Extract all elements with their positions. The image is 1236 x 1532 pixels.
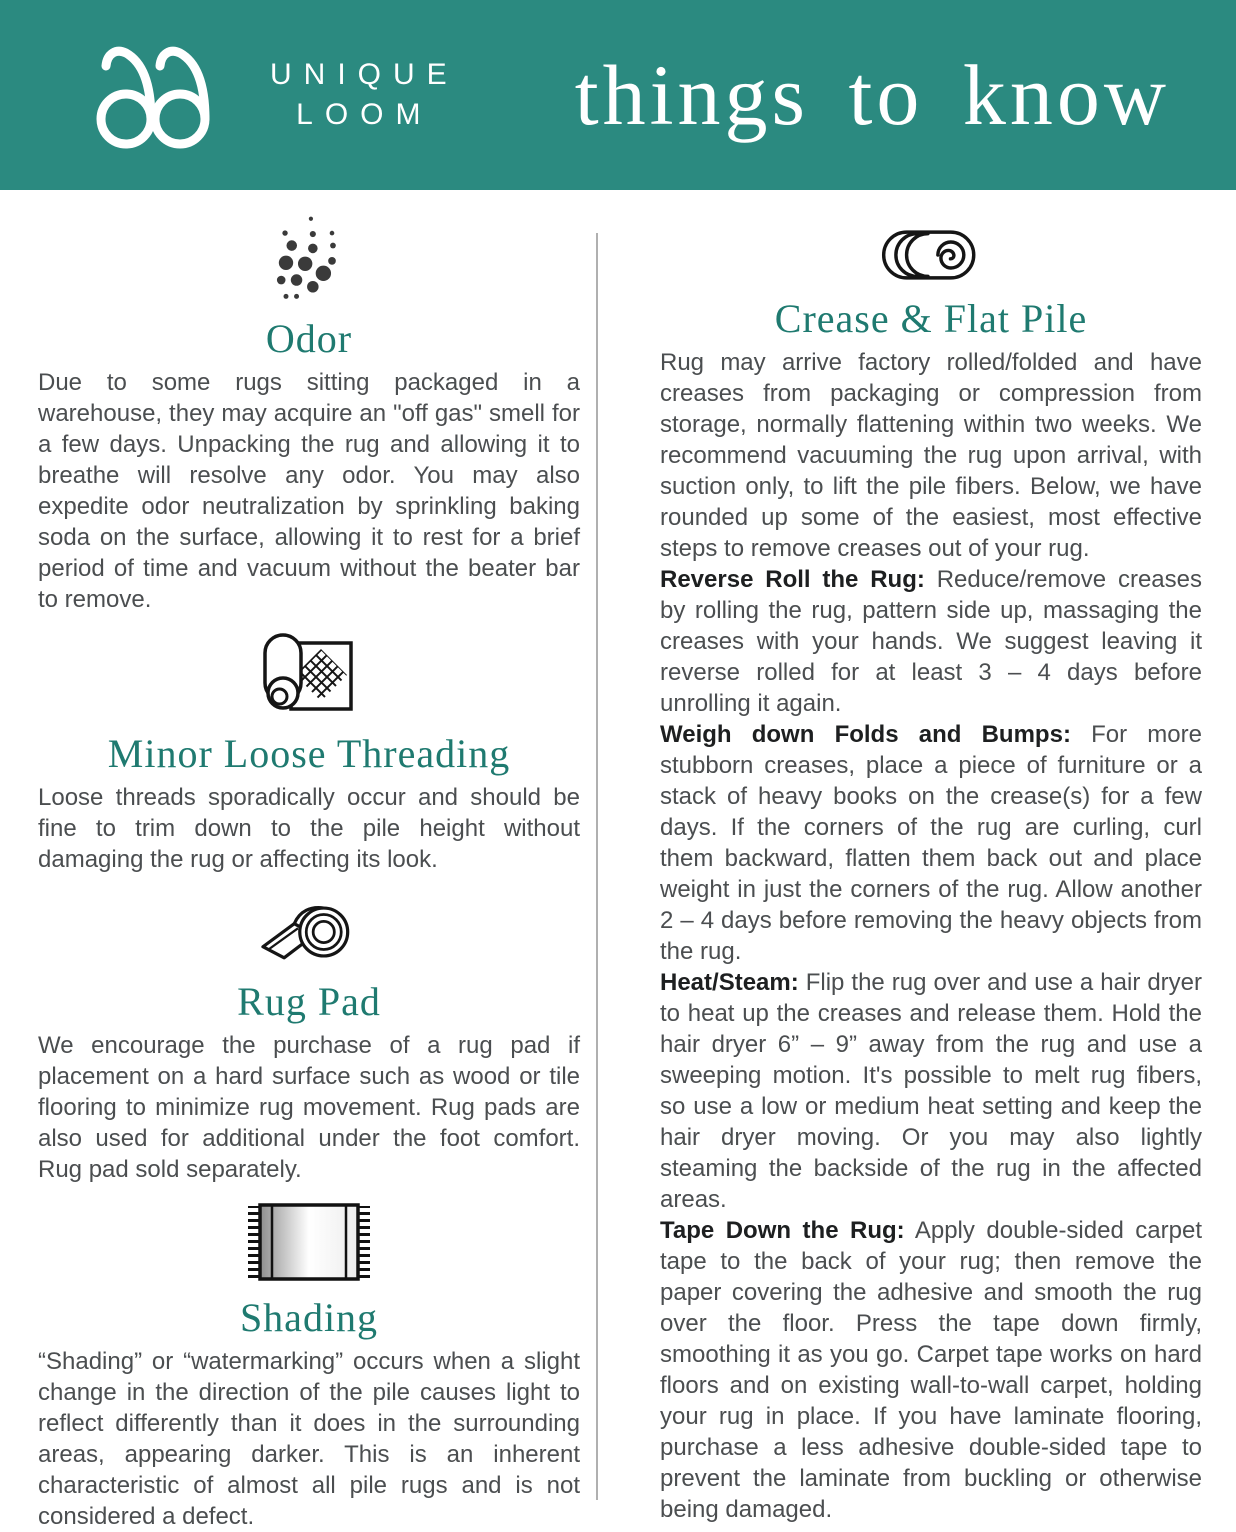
tip-tape-down-body: Apply double-sided carpet tape to the back of your rug; then remove the paper covering the adhesive and smooth the rug over the floor. Press the tape down firmly, smoothing it as you go. Carpet tape works on hard floors and on existing wall-to-wall carpet, holding your rug in place. If you have laminate flooring, purchase a less adhesive double-sided tape to prevent the laminate from buckling or otherwise being damaged. — [660, 1217, 1203, 1523]
shading-heading: Shading — [239, 1295, 379, 1340]
tip-tape-down — [660, 1215, 1202, 1525]
shading-section-icon-wrap — [38, 1203, 580, 1288]
rugpad-section-icon-wrap — [38, 897, 580, 972]
tip-weigh-down — [660, 719, 1202, 967]
shaded-rug-icon — [248, 1203, 370, 1283]
tip-heat-steam-label: Heat/Steam: — [660, 969, 799, 996]
brand-line2: LOOM — [296, 98, 433, 131]
rug-pad-roll-icon — [255, 897, 363, 967]
rolled-rug-side-icon — [861, 226, 1001, 284]
odor-heading: Odor — [265, 316, 353, 361]
threading-section-icon-wrap — [38, 633, 580, 724]
threading-heading: Minor Loose Threading — [107, 731, 511, 776]
rolled-rug-crosshatch-icon — [261, 633, 357, 719]
header-banner — [0, 0, 1236, 190]
tip-weigh-down-body: For more stubborn creases, place a piece of furniture or a stack of heavy books on the crease(s) for a few days. If the corners of the rug are curling, curl them backward, flatten them back out and place weight in just the corners of the rug. Allow another 2 – 4 days before removing the heavy objects from the rug. — [660, 721, 1202, 965]
unique-loom-logo-icon — [92, 39, 242, 151]
brand-name — [270, 55, 459, 136]
crease-heading: Crease & Flat Pile — [774, 296, 1088, 341]
tip-reverse-roll — [660, 564, 1202, 719]
odor-section-icon-wrap — [38, 212, 580, 309]
odor-dots-icon — [271, 212, 347, 304]
tip-weigh-down-label: Weigh down Folds and Bumps: — [660, 721, 1071, 748]
right-column — [620, 212, 1202, 1532]
tip-heat-steam — [660, 967, 1202, 1215]
brand-line1: UNIQUE — [270, 57, 459, 91]
column-divider — [596, 233, 598, 1500]
rugpad-body: We encourage the purchase of a rug pad if placement on a hard surface such as wood or tile flooring to minimize rug movement. Rug pads are also used for additional under the foot comfort. Rug pad sold separately. — [38, 1032, 580, 1183]
crease-section-icon-wrap — [660, 226, 1202, 289]
page-title: things to know — [574, 47, 1170, 143]
tip-heat-steam-body: Flip the rug over and use a hair dryer to heat up the creases and release them. Hold the hair dryer 6” – 9” away from the rug and use a sweeping motion. It's possible to melt rug fibers, so use a low or medium heat setting and keep the hair dryer moving. Or you may also lightly steaming the backside of the rug in the affected areas. — [660, 969, 1202, 1213]
rugpad-heading: Rug Pad — [237, 979, 381, 1024]
threading-body: Loose threads sporadically occur and should be fine to trim down to the pile height without damaging the rug or affecting its look. — [38, 784, 580, 873]
shading-body: “Shading” or “watermarking” occurs when a slight change in the direction of the pile causes light to reflect differently than it does in the surrounding areas, appearing darker. This is an inherent characteristic of almost all pile rugs and is not considered a defect. — [38, 1348, 580, 1530]
tip-tape-down-label: Tape Down the Rug: — [660, 1217, 905, 1244]
tip-reverse-roll-label: Reverse Roll the Rug: — [660, 566, 925, 593]
content-area — [0, 190, 1236, 1532]
tip-reverse-roll-body: Reduce/remove creases by rolling the rug, pattern side up, massaging the creases with your hands. We suggest leaving it reverse rolled for at least 3 – 4 days before unrolling it again. — [660, 566, 1203, 717]
left-column — [38, 212, 620, 1532]
odor-body: Due to some rugs sitting packaged in a warehouse, they may acquire an "off gas" smell for a few days. Unpacking the rug and allowing it to breathe will resolve any odor. You may also expedite odor neutralization by sprinkling baking soda on the surface, allowing it to rest for a brief period of time and vacuum without the beater bar to remove. — [38, 369, 580, 613]
crease-intro: Rug may arrive factory rolled/folded and have creases from packaging or compression from storage, normally flattening within two weeks. We recommend vacuuming the rug upon arrival, with suction only, to lift the pile fibers. Below, we have rounded up some of the easiest, most effective steps to remove creases out of your rug. — [660, 349, 1202, 562]
